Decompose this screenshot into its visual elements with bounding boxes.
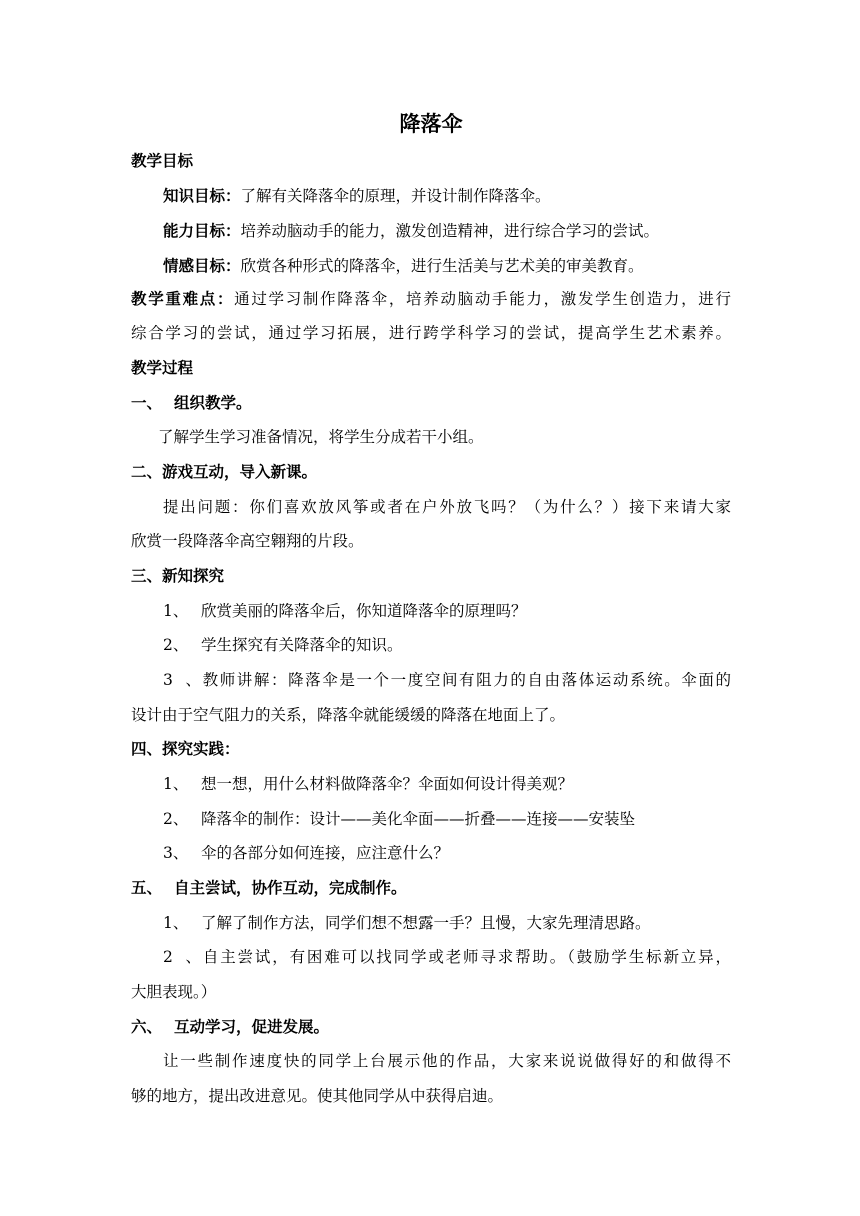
process-heading: 教学过程 [131,359,194,377]
section-5-title: 自主尝试，协作互动，完成制作。 [174,879,407,897]
section-4-item-2-text: 降落伞的制作：设计——美化伞面——折叠——连接——安装坠 [201,810,636,828]
section-3-heading: 三、新知探究 [131,567,225,585]
key-points-line-2: 综合学习的尝试，通过学习拓展，进行跨学科学习的尝试，提高学生艺术素养。 [131,324,731,342]
section-4-item-3-number: 3、 [163,844,189,862]
section-5-item-2-number: 2、 [163,948,201,966]
section-1-text: 了解学生学习准备情况，将学生分成若干小组。 [158,428,484,446]
section-4-item-1-number: 1、 [163,775,189,793]
section-6-number: 六、 [131,1018,163,1036]
section-3-item-2 [131,630,731,660]
section-5-item-1-number: 1、 [163,914,189,932]
section-6-title: 互动学习，促进发展。 [174,1018,330,1036]
knowledge-goal-label: 知识目标： [163,187,241,205]
section-3-item-1 [131,596,731,626]
key-points-text-1: 通过学习制作降落伞，培养动脑动手能力，激发学生创造力，进行 [234,290,731,308]
section-4-item-2-number: 2、 [163,810,189,828]
section-6-line-1: 让一些制作速度快的同学上台展示他的作品，大家来说说做得好的和做得不 [163,1052,731,1070]
section-3-item-3-text: 教师讲解：降落伞是一个一度空间有阻力的自由落体运动系统。伞面的 [201,671,731,689]
section-3-item-3 [131,665,731,695]
section-5-item-2-line-2: 大胆表现。） [131,983,217,1001]
section-1-number: 一、 [131,394,163,412]
section-5-item-2-text: 自主尝试，有困难可以找同学或老师寻求帮助。（鼓励学生标新立异， [201,948,731,966]
section-3-item-1-number: 1、 [163,602,189,620]
key-points-label: 教学重难点： [131,290,235,308]
ability-goal-text: 培养动脑动手的能力，激发创造精神，进行综合学习的尝试。 [240,222,660,240]
emotion-goal-label: 情感目标： [163,257,241,275]
section-5-item-1 [131,908,731,938]
section-3-item-2-text: 学生探究有关降落伞的知识。 [201,636,403,654]
section-5-item-1-text: 了解了制作方法，同学们想不想露一手？且慢，大家先理清思路。 [201,914,651,932]
section-5-number: 五、 [131,879,163,897]
section-3-item-3-number: 3、 [163,671,201,689]
section-4-heading: 四、探究实践： [131,740,240,758]
knowledge-goal-text: 了解有关降落伞的原理，并设计制作降落伞。 [240,187,551,205]
section-6-line-2: 够的地方，提出改进意见。使其他同学从中获得启迪。 [131,1087,504,1105]
section-5-heading [131,873,731,903]
section-4-item-1-text: 想一想，用什么材料做降落伞？伞面如何设计得美观？ [201,775,574,793]
ability-goal [131,216,731,246]
emotion-goal [131,251,731,281]
section-4-item-2 [131,804,731,834]
emotion-goal-text: 欣赏各种形式的降落伞，进行生活美与艺术美的审美教育。 [240,257,644,275]
knowledge-goal [131,181,731,211]
section-3-item-3-line-2: 设计由于空气阻力的关系，降落伞就能缓缓的降落在地面上了。 [131,706,566,724]
section-2-line-1: 提出问题：你们喜欢放风筝或者在户外放飞吗？（为什么？）接下来请大家 [163,498,731,516]
section-3-item-2-number: 2、 [163,636,189,654]
ability-goal-label: 能力目标： [163,222,241,240]
document-title: 降落伞 [399,112,463,136]
section-1-heading [131,388,731,418]
section-6-heading [131,1012,731,1042]
section-3-item-1-text: 欣赏美丽的降落伞后，你知道降落伞的原理吗？ [201,602,527,620]
section-2-heading: 二、游戏互动，导入新课。 [131,463,318,481]
section-1-title: 组织教学。 [174,394,252,412]
section-4-item-3 [131,838,731,868]
section-5-item-2 [131,942,731,972]
goals-heading: 教学目标 [131,152,194,170]
section-4-item-3-text: 伞的各部分如何连接，应注意什么？ [201,844,450,862]
section-4-item-1 [131,769,731,799]
key-points-line-1 [131,284,731,314]
section-2-line-2: 欣赏一段降落伞高空翱翔的片段。 [131,532,364,550]
